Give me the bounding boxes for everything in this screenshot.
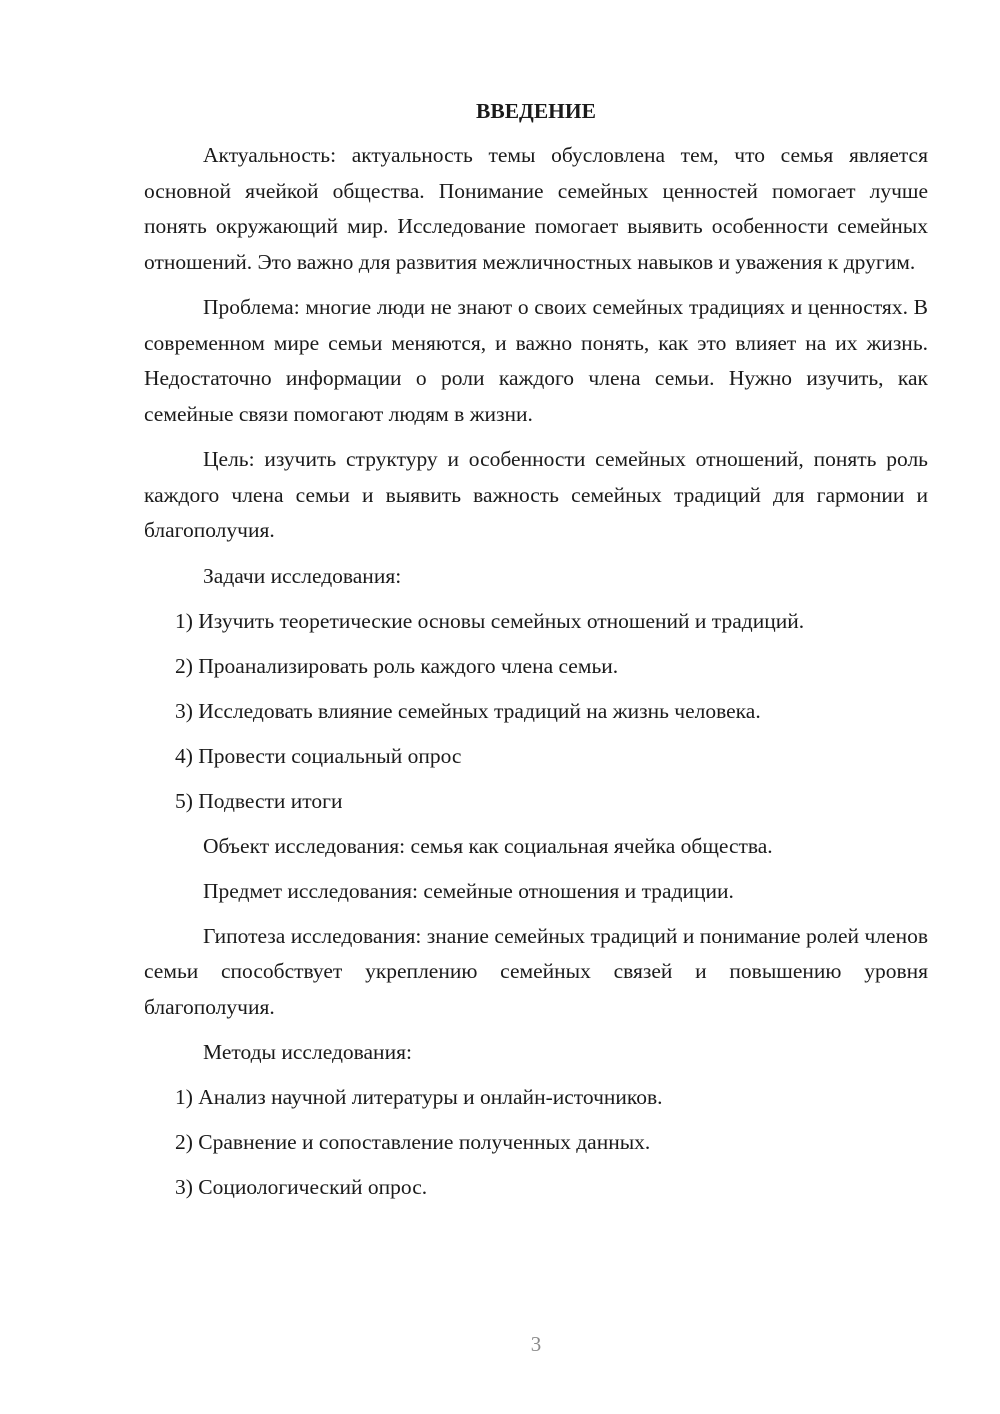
page-number: 3 bbox=[530, 1332, 542, 1356]
tasks-heading: Задачи исследования: bbox=[203, 563, 402, 588]
methods-heading: Методы исследования: bbox=[203, 1040, 412, 1064]
relevance-paragraph: Актуальность: актуальность темы обусловлена тем, что семья является основной ячейкой общества. Понимание семейных ценностей помогает лучше понять окружающий мир. Исследование помогает выявить особенности семейных отношений. Это важно для развития межличностных навыков и уважения к другим. bbox=[144, 143, 928, 274]
method-item: 2) Сравнение и сопоставление полученных данных. bbox=[175, 1130, 651, 1154]
task-item: 1) Изучить теоретические основы семейных отношений и традиций. bbox=[175, 608, 805, 633]
task-item: 4) Провести социальный опрос bbox=[175, 743, 462, 768]
method-item: 3) Социологический опрос. bbox=[175, 1175, 428, 1199]
hypothesis-paragraph: Гипотеза исследования: знание семейных традиций и понимание ролей членов семьи способствует укреплению семейных связей и повышению уровня благополучия. bbox=[144, 923, 928, 1019]
task-item: 2) Проанализировать роль каждого члена семьи. bbox=[175, 653, 619, 678]
page-content bbox=[144, 96, 928, 1215]
goal-paragraph: Цель: изучить структуру и особенности семейных отношений, понять роль каждого члена семьи и выявить важность семейных традиций для гармонии и благополучия. bbox=[144, 447, 928, 542]
method-item: 1) Анализ научной литературы и онлайн-источников. bbox=[175, 1085, 663, 1109]
subject-paragraph: Предмет исследования: семейные отношения и традиции. bbox=[203, 878, 734, 903]
tasks-list bbox=[144, 604, 928, 819]
task-item: 3) Исследовать влияние семейных традиций на жизнь человека. bbox=[175, 698, 761, 723]
problem-paragraph: Проблема: многие люди не знают о своих семейных традициях и ценностях. В современном мире семьи меняются, и важно понять, как это влияет на их жизнь. Недостаточно информации о роли каждого члена семьи. Нужно изучить, как семейные связи помогают людям в жизни. bbox=[144, 295, 928, 426]
object-paragraph: Объект исследования: семья как социальная ячейка общества. bbox=[203, 833, 773, 858]
task-item: 5) Подвести итоги bbox=[175, 788, 343, 813]
section-title: ВВЕДЕНИЕ bbox=[476, 99, 596, 123]
methods-list bbox=[144, 1080, 928, 1205]
